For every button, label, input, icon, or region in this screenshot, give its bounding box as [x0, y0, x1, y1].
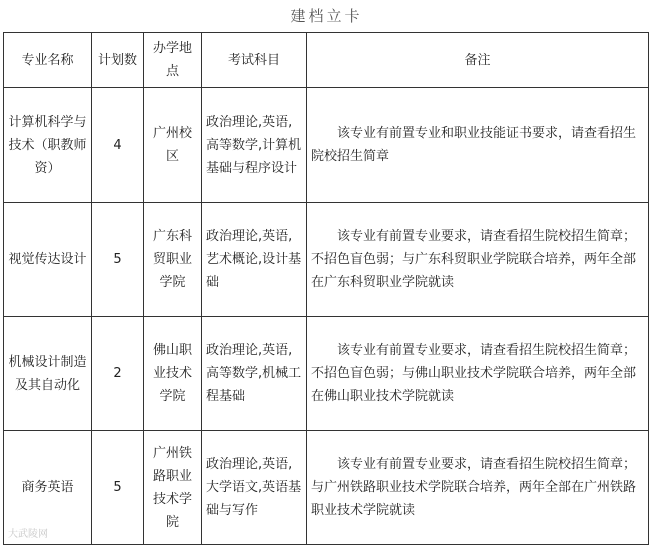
watermark-text: 大武陵网: [8, 529, 48, 540]
cell-note: 该专业有前置专业要求，请查看招生院校招生简章；与广州铁路职业技术学院联合培养，两年全部在广州铁路职业技术学院就读: [307, 431, 649, 545]
header-plan: 计划数: [92, 33, 144, 88]
table-row: [4, 431, 649, 545]
cell-plan: 5: [92, 431, 144, 545]
cell-major: 商务英语: [4, 431, 92, 545]
cell-major: 计算机科学与技术（职教师资）: [4, 88, 92, 203]
cell-location: 广州铁路职业技术学院: [144, 431, 202, 545]
header-location: 办学地点: [144, 33, 202, 88]
cell-major: 视觉传达设计: [4, 203, 92, 317]
cell-exam: 政治理论,英语,高等数学,计算机基础与程序设计: [202, 88, 307, 203]
table-row: [4, 317, 649, 431]
cell-major: 机械设计制造及其自动化: [4, 317, 92, 431]
cell-exam: 政治理论,英语,大学语文,英语基础与写作: [202, 431, 307, 545]
cell-plan: 5: [92, 203, 144, 317]
header-note: 备注: [307, 33, 649, 88]
cell-location: 广东科贸职业学院: [144, 203, 202, 317]
header-exam: 考试科目: [202, 33, 307, 88]
table-header-row: [4, 33, 649, 88]
cell-plan: 4: [92, 88, 144, 203]
page-title: 建档立卡: [290, 7, 363, 25]
table-row: [4, 203, 649, 317]
cell-note: 该专业有前置专业要求，请查看招生院校招生简章；不招色盲色弱；与广东科贸职业学院联合培养，两年全部在广东科贸职业学院就读: [307, 203, 649, 317]
watermark-logo: [8, 525, 48, 540]
cell-location: 佛山职业技术学院: [144, 317, 202, 431]
cell-exam: 政治理论,英语,高等数学,机械工程基础: [202, 317, 307, 431]
cell-plan: 2: [92, 317, 144, 431]
table-row: [4, 88, 649, 203]
cell-exam: 政治理论,英语,艺术概论,设计基础: [202, 203, 307, 317]
cell-note: 该专业有前置专业和职业技能证书要求，请查看招生院校招生简章: [307, 88, 649, 203]
header-major: 专业名称: [4, 33, 92, 88]
enrollment-plan-table: [3, 32, 649, 545]
cell-location: 广州校区: [144, 88, 202, 203]
cell-note: 该专业有前置专业要求，请查看招生院校招生简章；不招色盲色弱；与佛山职业技术学院联合培养，两年全部在佛山职业技术学院就读: [307, 317, 649, 431]
